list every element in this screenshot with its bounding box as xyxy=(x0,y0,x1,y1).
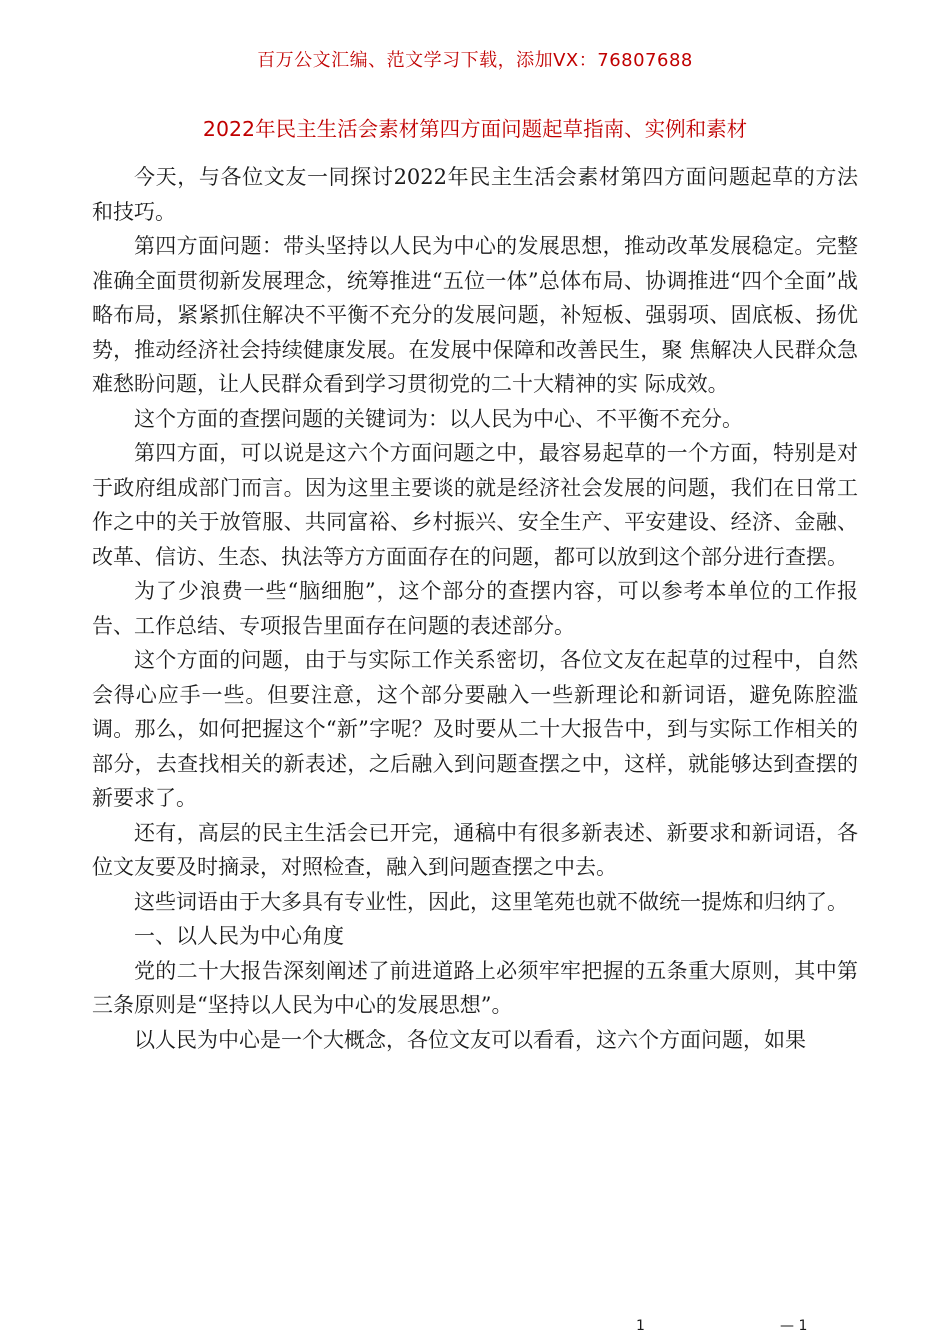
paragraph-reference: 为了少浪费一些“脑细胞”，这个部分的查摆内容，可以参考本单位的工作报告、工作总结、专项报告里面存在问题的表述部分。 xyxy=(92,579,858,638)
page-mark-left: 1 xyxy=(636,1318,645,1334)
page-number: — 1 xyxy=(780,1318,808,1334)
document-body xyxy=(92,160,858,1057)
paragraph-high-level: 还有，高层的民主生活会已开完，通稿中有很多新表述、新要求和新词语，各位文友要及时摘录，对照检查，融入到问题查摆之中去。 xyxy=(92,820,858,879)
paragraph-keywords: 这个方面的查摆问题的关键词为：以人民为中心、不平衡不充分。 xyxy=(134,406,743,431)
document-title: 2022年民主生活会素材第四方面问题起草指南、实例和素材 xyxy=(202,117,748,141)
paragraph-professional: 这些词语由于大多具有专业性，因此，这里笔苑也就不做统一提炼和归纳了。 xyxy=(134,889,848,914)
paragraph-people-centered: 以人民为中心是一个大概念，各位文友可以看看，这六个方面问题，如果 xyxy=(134,1027,806,1052)
paragraph-new-terms: 这个方面的问题，由于与实际工作关系密切，各位文友在起草的过程中，自然会得心应手一些。但要注意，这个部分要融入一些新理论和新词语，避免陈腔滥调。那么，如何把握这个“新”字呢？及时要从二十大报告中，到与实际工作相关的部分，去查找相关的新表述，之后融入到问题查摆之中，这样，就能够达到查摆的新要求了。 xyxy=(92,648,858,810)
section-heading: 一、以人民为中心角度 xyxy=(134,924,344,948)
paragraph-fourth-aspect: 第四方面问题：带头坚持以人民为中心的发展思想，推动改革发展稳定。完整准确全面贯彻新发展理念，统筹推进“五位一体”总体布局、协调推进“四个全面”战略布局，紧紧抓住解决不平衡不充分的发展问题，补短板、强弱项、固底板、扬优势，推动经济社会持续健康发展。在发展中保障和改善民生，聚 焦解决人民群众急难愁盼问题，让人民群众看到学习贯彻党的二十大精神的实 际成效。 xyxy=(92,234,858,396)
header-banner: 百万公文汇编、范文学习下载，添加VX：76807688 xyxy=(257,50,693,71)
paragraph-principles: 党的二十大报告深刻阐述了前进道路上必须牢牢把握的五条重大原则，其中第三条原则是“坚持以人民为中心的发展思想”。 xyxy=(92,958,858,1017)
paragraph-easiest: 第四方面，可以说是这六个方面问题之中，最容易起草的一个方面，特别是对于政府组成部门而言。因为这里主要谈的就是经济社会发展的问题，我们在日常工作之中的关于放管服、共同富裕、乡村振兴、安全生产、平安建设、经济、金融、改革、信访、生态、执法等方方面面存在的问题，都可以放到这个部分进行查摆。 xyxy=(92,441,858,569)
paragraph-intro: 今天，与各位文友一同探讨2022年民主生活会素材第四方面问题起草的方法和技巧。 xyxy=(92,165,858,224)
